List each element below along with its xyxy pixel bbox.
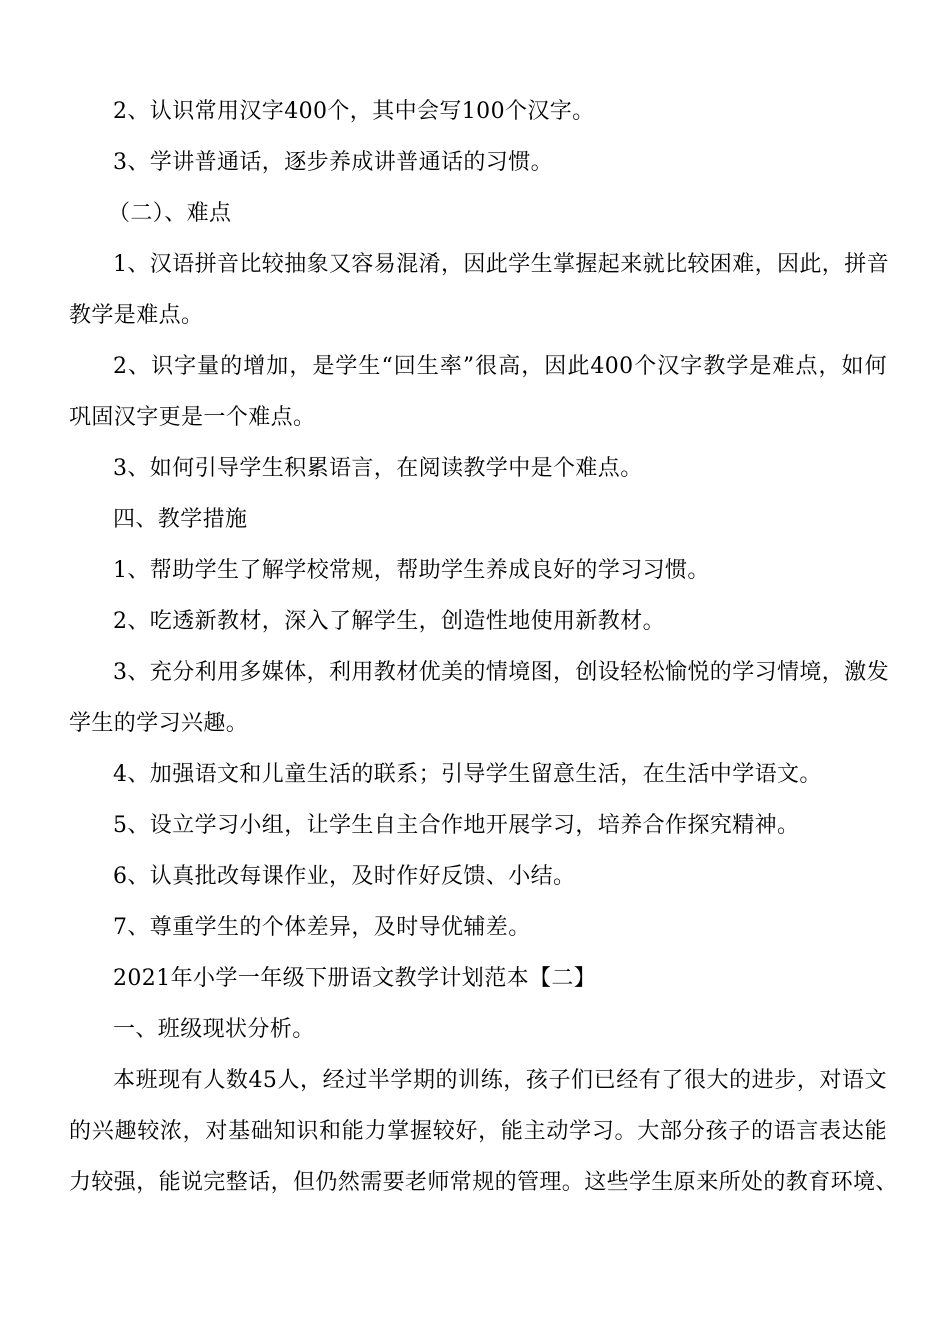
text-line: 4、加强语文和儿童生活的联系；引导学生留意生活，在生活中学语文。 bbox=[113, 762, 822, 787]
text-line: 学生的学习兴趣。 bbox=[69, 711, 249, 736]
document-title: 2021年小学一年级下册语文教学计划范本【二】 bbox=[113, 966, 597, 991]
text-line: 力较强，能说完整话，但仍然需要老师常规的管理。这些学生原来所处的教育环境、 bbox=[69, 1170, 898, 1195]
text-line: 的兴趣较浓，对基础知识和能力掌握较好，能主动学习。大部分孩子的语言表达能 bbox=[69, 1119, 887, 1144]
text-line: 本班现有人数45人，经过半学期的训练，孩子们已经有了很大的进步，对语文 bbox=[113, 1068, 887, 1093]
text-line: 3、如何引导学生积累语言，在阅读教学中是个难点。 bbox=[113, 456, 643, 481]
section-heading: 一、班级现状分析。 bbox=[113, 1017, 315, 1042]
text-line: 3、学讲普通话，逐步养成讲普通话的习惯。 bbox=[113, 150, 553, 175]
text-line: 3、充分利用多媒体，利用教材优美的情境图，创设轻松愉悦的学习情境，激发 bbox=[113, 660, 889, 685]
text-line: 1、帮助学生了解学校常规，帮助学生养成良好的学习习惯。 bbox=[113, 558, 710, 583]
text-line: 6、认真批改每课作业，及时作好反馈、小结。 bbox=[113, 864, 576, 889]
text-line: 巩固汉字更是一个难点。 bbox=[69, 405, 316, 430]
section-heading: 四、教学措施 bbox=[113, 507, 248, 532]
text-line: 5、设立学习小组，让学生自主合作地开展学习，培养合作探究精神。 bbox=[113, 813, 800, 838]
text-line: 2、识字量的增加，是学生“回生率”很高，因此400个汉字教学是难点，如何 bbox=[113, 354, 887, 379]
text-line: 教学是难点。 bbox=[69, 303, 204, 328]
text-line: 2、认识常用汉字400个，其中会写100个汉字。 bbox=[113, 99, 595, 124]
text-line: 2、吃透新教材，深入了解学生，创造性地使用新教材。 bbox=[113, 609, 665, 634]
section-heading: （二）、难点 bbox=[108, 201, 232, 226]
text-line: 1、汉语拼音比较抽象又容易混淆，因此学生掌握起来就比较困难，因此，拼音 bbox=[113, 252, 889, 277]
text-line: 7、尊重学生的个体差异，及时导优辅差。 bbox=[113, 915, 531, 940]
